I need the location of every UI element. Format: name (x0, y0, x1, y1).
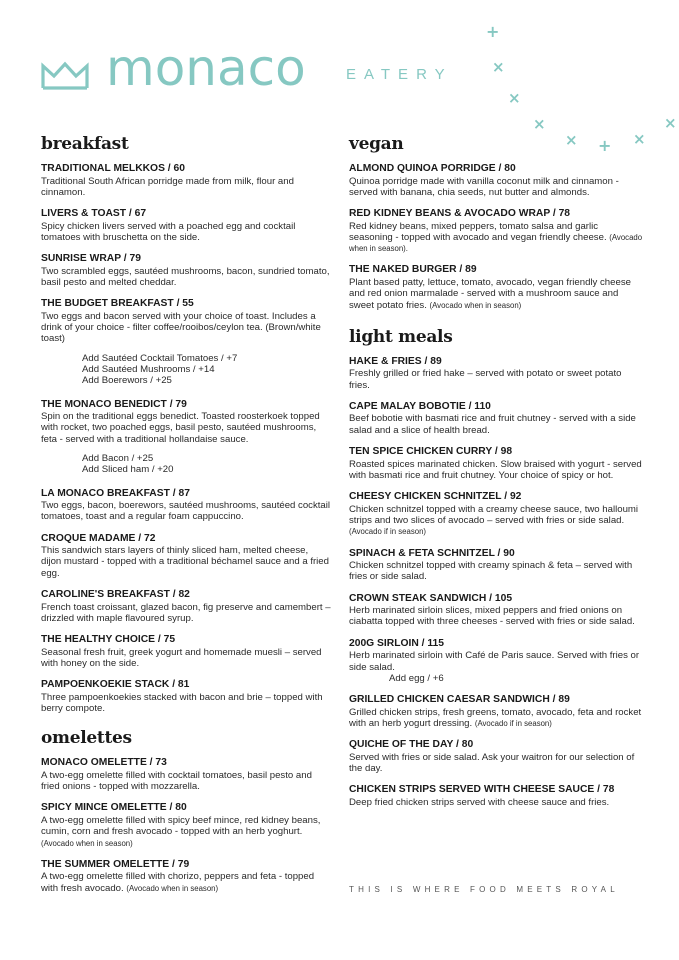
left-column (41, 134, 331, 904)
item-title: HAKE & FRIES / 89 (349, 355, 442, 367)
section-title-light-meals: light meals (349, 326, 453, 347)
section-title-breakfast: breakfast (41, 134, 129, 154)
item-title: PAMPOENKOEKIE STACK / 81 (41, 679, 190, 691)
item-title: 200G SIRLOIN / 115 (349, 637, 445, 649)
item-title: QUICHE OF THE DAY / 80 (349, 739, 474, 751)
section-title-omelettes: omelettes (41, 728, 132, 749)
item-description: Served with fries or side salad. Ask your waitron for our selection of the day. (349, 751, 635, 775)
item-description: Herb marinated sirloin slices, mixed peppers and fried onions on ciabatta topped with three cheeses - served with fries or side salad. (349, 605, 635, 628)
item-title: CROWN STEAK SANDWICH / 105 (349, 592, 513, 604)
item-title: SPICY MINCE OMELETTE / 80 (41, 802, 187, 814)
cross-decoration-icon: × (533, 115, 546, 133)
menu-item (349, 638, 644, 684)
item-note: (Avocado when in season) (41, 838, 133, 848)
item-description: Quinoa porridge made with vanilla coconut milk and cinnamon - served with banana, chia seeds, nut butter and almonds. (349, 175, 619, 198)
item-description-text: Red kidney beans, mixed peppers, tomato salsa and garlic seasoning - topped with avocado and vegan friendly cheese. (349, 220, 607, 243)
addon-list (82, 453, 331, 476)
item-description-text: Plant based patty, lettuce, tomato, avocado, vegan friendly cheese and red onion marmalade - served with a mushroom sauce and sweet potato fries. (349, 276, 631, 311)
item-title: CAPE MALAY BOBOTIE / 110 (349, 400, 491, 412)
menu-item (349, 593, 644, 628)
cross-decoration-icon: × (565, 131, 578, 149)
item-description: Deep fried chicken strips served with cheese sauce and fries. (349, 796, 610, 808)
menu-item (349, 264, 644, 310)
menu-item (349, 208, 644, 254)
addon-item: Add Sliced ham / +20 (82, 464, 174, 476)
item-title: CHEESY CHICKEN SCHNITZEL / 92 (349, 491, 522, 503)
item-title: THE NAKED BURGER / 89 (349, 264, 477, 276)
menu-item (41, 298, 331, 344)
menu-item (41, 163, 331, 198)
item-title: TRADITIONAL MELKKOS / 60 (41, 163, 185, 174)
item-title: LA MONACO BREAKFAST / 87 (41, 487, 190, 499)
menu-item (41, 757, 331, 792)
item-description: Chicken schnitzel topped with creamy spinach & feta – served with fries or side salad. (349, 560, 633, 583)
cross-decoration-icon: × (492, 58, 505, 76)
menu-item (349, 356, 644, 391)
menu-item (349, 446, 644, 481)
menu-item (349, 694, 644, 729)
section-title-vegan: vegan (349, 134, 404, 154)
item-title: ALMOND QUINOA PORRIDGE / 80 (349, 163, 516, 174)
item-title: THE SUMMER OMELETTE / 79 (41, 858, 190, 870)
brand-name: monaco (106, 39, 306, 97)
item-description: Freshly grilled or fried hake – served with potato or sweet potato fries. (349, 368, 622, 391)
cross-decoration-icon: × (664, 114, 677, 132)
menu-item (41, 399, 331, 445)
item-description (41, 815, 331, 849)
menu-item (41, 859, 331, 894)
item-title: SUNRISE WRAP / 79 (41, 253, 141, 265)
menu-item (349, 548, 644, 583)
item-description: Two eggs and bacon served with your choice of toast. Includes a drink of your choice - filter coffee/rooibos/ceylon tea. (Brown/white toast) (41, 310, 321, 345)
item-title: GRILLED CHICKEN CAESAR SANDWICH / 89 (349, 694, 570, 706)
menu-item (41, 679, 331, 714)
menu-item (41, 208, 331, 243)
item-note: (Avocado if in season) (474, 718, 552, 728)
item-description: Spin on the traditional eggs benedict. Toasted roosterkoek topped with rocket, two poached eggs, basil pesto, sautéed mushrooms, feta - served with a traditional hollandaise sauce. (41, 411, 320, 445)
plus-decoration-icon: + (486, 22, 500, 41)
item-description (349, 707, 644, 730)
item-title: CROQUE MADAME / 72 (41, 532, 156, 544)
item-description: Beef bobotie with basmati rice and fruit chutney - served with a side salad and a slice of health bread. (349, 413, 636, 436)
item-description-text: A two-egg omelette filled with spicy beef mince, red kidney beans, cumin, corn and fresh avocado - topped with an herb yoghurt. (41, 814, 321, 838)
crown-icon (40, 60, 90, 92)
menu-item (349, 784, 644, 808)
addon-item: Add Bacon / +25 (82, 452, 154, 464)
addon-item: Add egg / +6 (389, 672, 444, 684)
item-description: French toast croissant, glazed bacon, fig preserve and camembert – drizzled with maple flavoured syrup. (41, 601, 331, 624)
brand-subtitle: EATERY (346, 66, 453, 83)
item-title: MONACO OMELETTE / 73 (41, 757, 167, 769)
item-description: Roasted spices marinated chicken. Slow braised with yogurt - served with basmati rice and fruit chutney. Your choice of spicy or hot. (349, 458, 642, 481)
item-title: SPINACH & FETA SCHNITZEL / 90 (349, 547, 515, 559)
item-description (349, 277, 644, 311)
item-title: THE BUDGET BREAKFAST / 55 (41, 298, 194, 310)
item-description: Three pampoenkoekies stacked with bacon and brie – topped with berry compote. (41, 691, 323, 715)
menu-item (349, 163, 644, 198)
item-note: (Avocado when in season) (126, 883, 219, 893)
item-description-text: A two-egg omelette filled with chorizo, peppers and feta - topped with fresh avocado. (41, 871, 315, 894)
item-description (41, 871, 331, 894)
menu-item (41, 533, 331, 579)
tagline: THIS IS WHERE FOOD MEETS ROYAL (349, 885, 619, 894)
menu-item (349, 401, 644, 436)
item-description: A two-egg omelette filled with cocktail tomatoes, basil pesto and fried onions - topped with mozzarella. (41, 769, 312, 793)
addon-item: Add Sautéed Mushrooms / +14 (82, 363, 215, 375)
menu-item (41, 802, 331, 848)
plus-decoration-icon: + (598, 136, 612, 155)
addon-item: Add Boerewors / +25 (82, 375, 172, 387)
menu-item (349, 739, 644, 774)
item-note: (Avocado when in season). (349, 232, 643, 254)
item-description: Two eggs, bacon, boerewors, sautéed mushrooms, sautéed cocktail tomatoes, toast and a regular foam cappuccino. (41, 500, 331, 523)
item-title: TEN SPICE CHICKEN CURRY / 98 (349, 446, 513, 458)
item-title: LIVERS & TOAST / 67 (41, 208, 147, 220)
item-note: (Avocado if in season) (349, 527, 427, 537)
item-title: THE HEALTHY CHOICE / 75 (41, 634, 176, 646)
addon-list (82, 353, 331, 387)
item-title: RED KIDNEY BEANS & AVOCADO WRAP / 78 (349, 208, 571, 220)
item-description (349, 221, 644, 255)
item-note: (Avocado when in season) (429, 300, 522, 310)
item-description: Two scrambled eggs, sautéed mushrooms, bacon, sundried tomato, basil pesto and melted cheddar. (41, 265, 330, 288)
menu-item (41, 589, 331, 624)
item-description: Traditional South African porridge made from milk, flour and cinnamon. (41, 175, 294, 198)
item-description (349, 504, 644, 538)
menu-item (41, 634, 331, 669)
cross-decoration-icon: × (508, 89, 521, 107)
item-description: This sandwich stars layers of thinly sliced ham, melted cheese, dijon mustard - topped with a traditional béchamel sauce and a fried egg. (41, 545, 329, 579)
right-column (349, 130, 646, 818)
item-description: Seasonal fresh fruit, greek yogurt and homemade muesli – served with honey on the side. (41, 646, 322, 669)
item-title: CHICKEN STRIPS SERVED WITH CHEESE SAUCE / 78 (349, 784, 615, 796)
item-title: THE MONACO BENEDICT / 79 (41, 398, 187, 410)
item-title: CAROLINE'S BREAKFAST / 82 (41, 589, 190, 601)
item-description: Spicy chicken livers served with a poached egg and cocktail tomatoes with bruschetta on the side. (41, 220, 296, 243)
menu-item (41, 488, 331, 523)
item-description: Herb marinated sirloin with Café de Paris sauce. Served with fries or side salad. (349, 650, 640, 673)
menu-item (349, 491, 644, 537)
addon-item: Add Sautéed Cocktail Tomatoes / +7 (82, 352, 238, 364)
item-description-text: Chicken schnitzel topped with a creamy cheese sauce, two halloumi strips and two slices of avocado – served with fries or side salad. (349, 503, 639, 526)
item-description-text: Grilled chicken strips, fresh greens, tomato, avocado, feta and rocket with an herb yogurt dressing. (349, 706, 642, 729)
menu-item (41, 253, 331, 288)
cross-decoration-icon: × (633, 130, 646, 148)
